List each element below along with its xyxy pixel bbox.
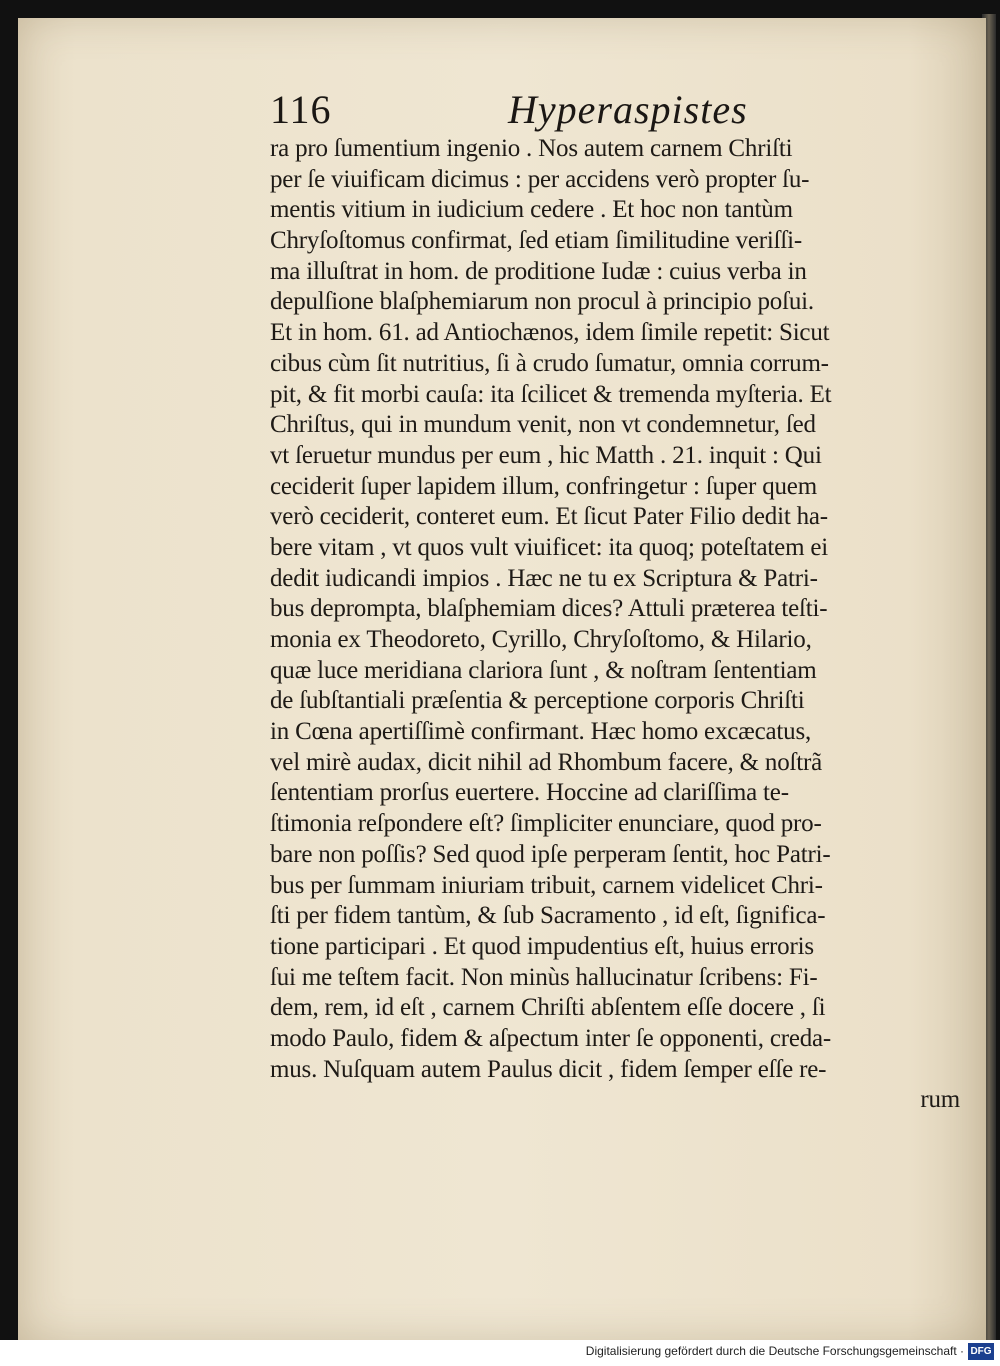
footer-bar (0, 1340, 1000, 1366)
running-title: Hyperaspistes (508, 87, 748, 132)
text-line: dedit iudicandi impios . Hæc ne tu ex Scriptura & Patri- (270, 564, 818, 592)
text-line: bus per ſummam iniuriam tribuit, carnem videlicet Chri- (270, 871, 823, 899)
text-line: depulſione blaſphemiarum non procul à principio poſui. (270, 288, 814, 316)
text-line: ra pro ſumentium ingenio . Nos autem carnem Chriſti (270, 135, 793, 162)
running-head (18, 86, 986, 134)
text-line: mus. Nuſquam autem Paulus dicit , fidem ſemper eſſe re- (270, 1055, 827, 1083)
text-body (270, 134, 960, 1116)
text-line: ſui me teſtem facit. Non minùs hallucinatur ſcribens: Fi- (270, 963, 818, 991)
text-line: pit, & fit morbi cauſa: ita ſcilicet & tremenda myſteria. Et (270, 380, 832, 408)
text-line: ſtimonia reſpondere eſt? ſimpliciter enunciare, quod pro- (270, 810, 822, 838)
text-line: bus deprompta, blaſphemiam dices? Attuli præterea teſti- (270, 595, 828, 623)
text-line: quæ luce meridiana clariora ſunt , & noſtram ſententiam (270, 656, 817, 684)
book-page (18, 18, 986, 1340)
text-line: ſententiam prorſus euertere. Hoccine ad clariſſima te- (270, 779, 789, 807)
text-line: bare non poſſis? Sed quod ipſe perperam ſentit, hoc Patri- (270, 840, 831, 868)
text-line: bere vitam , vt quos vult viuificet: ita quoq; poteſtatem ei (270, 533, 829, 561)
text-line: Chryſoſtomus confirmat, ſed etiam ſimilitudine veriſſi- (270, 227, 802, 255)
text-line: monia ex Theodoreto, Cyrillo, Chryſoſtomo, & Hilario, (270, 626, 812, 653)
footer-credit: Digitalisierung gefördert durch die Deutsche Forschungsgemeinschaft · (585, 1344, 964, 1358)
text-line: verò ceciderit, conteret eum. Et ſicut Pater Filio dedit ha- (270, 503, 828, 531)
text-line: vt ſeruetur mundus per eum , hic Matth . 21. inquit : Qui (270, 441, 822, 469)
text-line: in Cœna apertiſſimè confirmant. Hæc homo excæcatus, (270, 718, 812, 746)
catchword: rum (920, 1086, 960, 1114)
text-line: Et in hom. 61. ad Antiochænos, idem ſimile repetit: Sicut (270, 319, 830, 347)
text-line: Chriſtus, qui in mundum venit, non vt condemnetur, ſed (270, 411, 816, 439)
text-line: mentis vitium in iudicium cedere . Et hoc non tantùm (270, 196, 793, 224)
text-line: per ſe viuificam dicimus : per accidens verò propter ſu- (270, 165, 810, 193)
dfg-logo-icon: DFG (968, 1343, 994, 1360)
text-line: ſti per fidem tantùm, & ſub Sacramento , id eſt, ſignifica- (270, 902, 826, 930)
text-line: tione participari . Et quod impudentius eſt, huius erroris (270, 932, 814, 960)
text-line: cibus cùm ſit nutritius, ſi à crudo ſumatur, omnia corrum- (270, 349, 829, 377)
text-line: ceciderit ſuper lapidem illum, confringetur : ſuper quem (270, 472, 817, 500)
text-line: dem, rem, id eſt , carnem Chriſti abſentem eſſe docere , ſi (270, 994, 826, 1022)
text-line: vel mirè audax, dicit nihil ad Rhombum facere, & noſtrã (270, 748, 823, 776)
text-line: ma illuſtrat in hom. de proditione Iudæ : cuius verba in (270, 257, 807, 285)
text-line: de ſubſtantiali præſentia & perceptione corporis Chriſti (270, 687, 805, 715)
page-number: 116 (270, 87, 332, 132)
text-line: modo Paulo, fidem & aſpectum inter ſe opponenti, creda- (270, 1024, 832, 1052)
